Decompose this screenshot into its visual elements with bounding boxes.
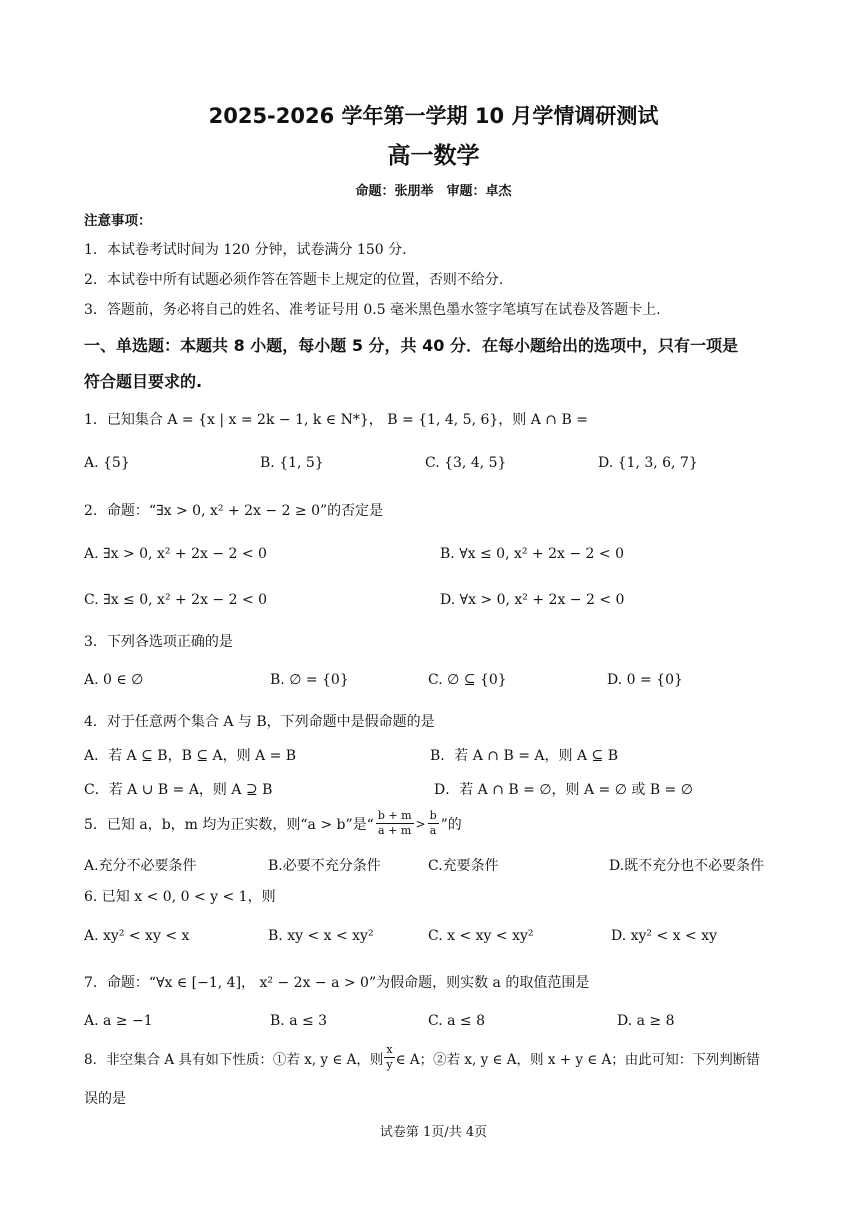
question-7-stem: 7．命题：“∀x ∈ [−1, 4]， x² − 2x − a > 0”为假命题，则实数 a 的取值范围是 bbox=[84, 975, 590, 991]
q5-option-a: A.充分不必要条件 bbox=[84, 858, 197, 874]
q4-option-a: A．若 A ⊆ B，B ⊆ A，则 A = B bbox=[84, 748, 297, 764]
question-8-stem-line2: 误的是 bbox=[84, 1091, 126, 1107]
q5-frac1-numerator: b + m bbox=[377, 809, 412, 822]
notice-item-2: 2．本试卷中所有试题必须作答在答题卡上规定的位置，否则不给分. bbox=[84, 272, 504, 288]
notice-item-3: 3．答题前，务必将自己的姓名、准考证号用 0.5 毫米黑色墨水签字笔填写在试卷及答题卡上. bbox=[84, 302, 661, 318]
q1-option-b: B. {1, 5} bbox=[260, 455, 324, 471]
q6-option-c: C. x < xy < xy² bbox=[428, 928, 534, 944]
exam-title: 2025-2026 学年第一学期 10 月学情调研测试 bbox=[208, 104, 659, 128]
q6-option-b: B. xy < x < xy² bbox=[268, 928, 374, 944]
q5-stem-post: ”的 bbox=[440, 816, 462, 833]
q8-frac-denominator: y bbox=[386, 1058, 393, 1071]
q5-option-d: D.既不充分也不必要条件 bbox=[609, 858, 765, 874]
question-3-stem: 3．下列各选项正确的是 bbox=[84, 634, 233, 650]
q4-option-c: C．若 A ∪ B = A，则 A ⊇ B bbox=[84, 782, 273, 798]
q2-option-b: B. ∀x ≤ 0, x² + 2x − 2 < 0 bbox=[440, 546, 624, 562]
question-2-stem: 2．命题：“∃x > 0, x² + 2x − 2 ≥ 0”的否定是 bbox=[84, 503, 384, 519]
q8-fraction bbox=[384, 1043, 394, 1072]
q5-frac2-numerator: b bbox=[429, 809, 437, 822]
q5-fraction-2 bbox=[428, 809, 439, 838]
q5-stem-pre: 5．已知 a，b，m 均为正实数，则“a > b”是“ bbox=[84, 816, 374, 833]
question-4-stem: 4．对于任意两个集合 A 与 B，下列命题中是假命题的是 bbox=[84, 714, 435, 730]
exam-authors: 命题：张朋举 审题：卓杰 bbox=[355, 184, 512, 199]
q4-option-d: D．若 A ∩ B = ∅，则 A = ∅ 或 B = ∅ bbox=[434, 782, 693, 798]
q4-option-b: B．若 A ∩ B = A，则 A ⊆ B bbox=[430, 748, 618, 764]
q7-option-d: D. a ≥ 8 bbox=[617, 1013, 675, 1029]
q1-option-a: A. {5} bbox=[84, 455, 130, 471]
q7-option-c: C. a ≤ 8 bbox=[428, 1013, 485, 1029]
question-5-stem bbox=[84, 809, 462, 838]
q2-option-d: D. ∀x > 0, x² + 2x − 2 < 0 bbox=[440, 592, 625, 608]
notice-item-1: 1．本试卷考试时间为 120 分钟，试卷满分 150 分. bbox=[84, 242, 407, 258]
q5-option-b: B.必要不充分条件 bbox=[268, 858, 381, 874]
q1-option-c: C. {3, 4, 5} bbox=[425, 455, 507, 471]
q2-option-c: C. ∃x ≤ 0, x² + 2x − 2 < 0 bbox=[84, 592, 268, 608]
question-8-stem bbox=[84, 1043, 760, 1072]
q5-frac2-denominator: a bbox=[429, 824, 437, 837]
q5-fraction-1 bbox=[376, 809, 414, 838]
exam-subtitle: 高一数学 bbox=[387, 143, 480, 169]
q6-option-a: A. xy² < xy < x bbox=[84, 928, 190, 944]
section-heading-line2: 符合题目要求的. bbox=[84, 372, 203, 391]
q5-option-c: C.充要条件 bbox=[428, 858, 499, 874]
q7-option-a: A. a ≥ −1 bbox=[84, 1013, 153, 1029]
question-6-stem: 6. 已知 x < 0, 0 < y < 1，则 bbox=[84, 889, 276, 905]
question-1-stem: 1．已知集合 A = {x | x = 2k − 1, k ∈ N*}， B = {1, 4, 5, 6}，则 A ∩ B = bbox=[84, 412, 588, 428]
notice-heading: 注意事项： bbox=[84, 213, 152, 229]
q3-option-d: D. 0 = {0} bbox=[607, 672, 683, 688]
section-heading-line1: 一、单选题：本题共 8 小题，每小题 5 分，共 40 分．在每小题给出的选项中，只有一项是 bbox=[84, 336, 738, 355]
q6-option-d: D. xy² < x < xy bbox=[611, 928, 718, 944]
q3-option-a: A. 0 ∈ ∅ bbox=[84, 672, 144, 688]
q7-option-b: B. a ≤ 3 bbox=[270, 1013, 328, 1029]
q1-option-d: D. {1, 3, 6, 7} bbox=[598, 455, 698, 471]
q2-option-a: A. ∃x > 0, x² + 2x − 2 < 0 bbox=[84, 546, 267, 562]
q8-frac-numerator: x bbox=[386, 1043, 393, 1056]
page-footer: 试卷第 1页/共 4页 bbox=[379, 1125, 488, 1140]
q8-stem-mid: ∈ A；②若 x, y ∈ A，则 x + y ∈ A；由此可知：下列判断错 bbox=[395, 1051, 760, 1068]
q3-option-b: B. ∅ = {0} bbox=[270, 672, 349, 688]
q5-frac1-denominator: a + m bbox=[378, 824, 412, 837]
q5-relation: > bbox=[415, 816, 426, 831]
q3-option-c: C. ∅ ⊆ {0} bbox=[428, 672, 507, 688]
q8-stem-pre: 8．非空集合 A 具有如下性质：①若 x, y ∈ A，则 bbox=[84, 1051, 384, 1068]
